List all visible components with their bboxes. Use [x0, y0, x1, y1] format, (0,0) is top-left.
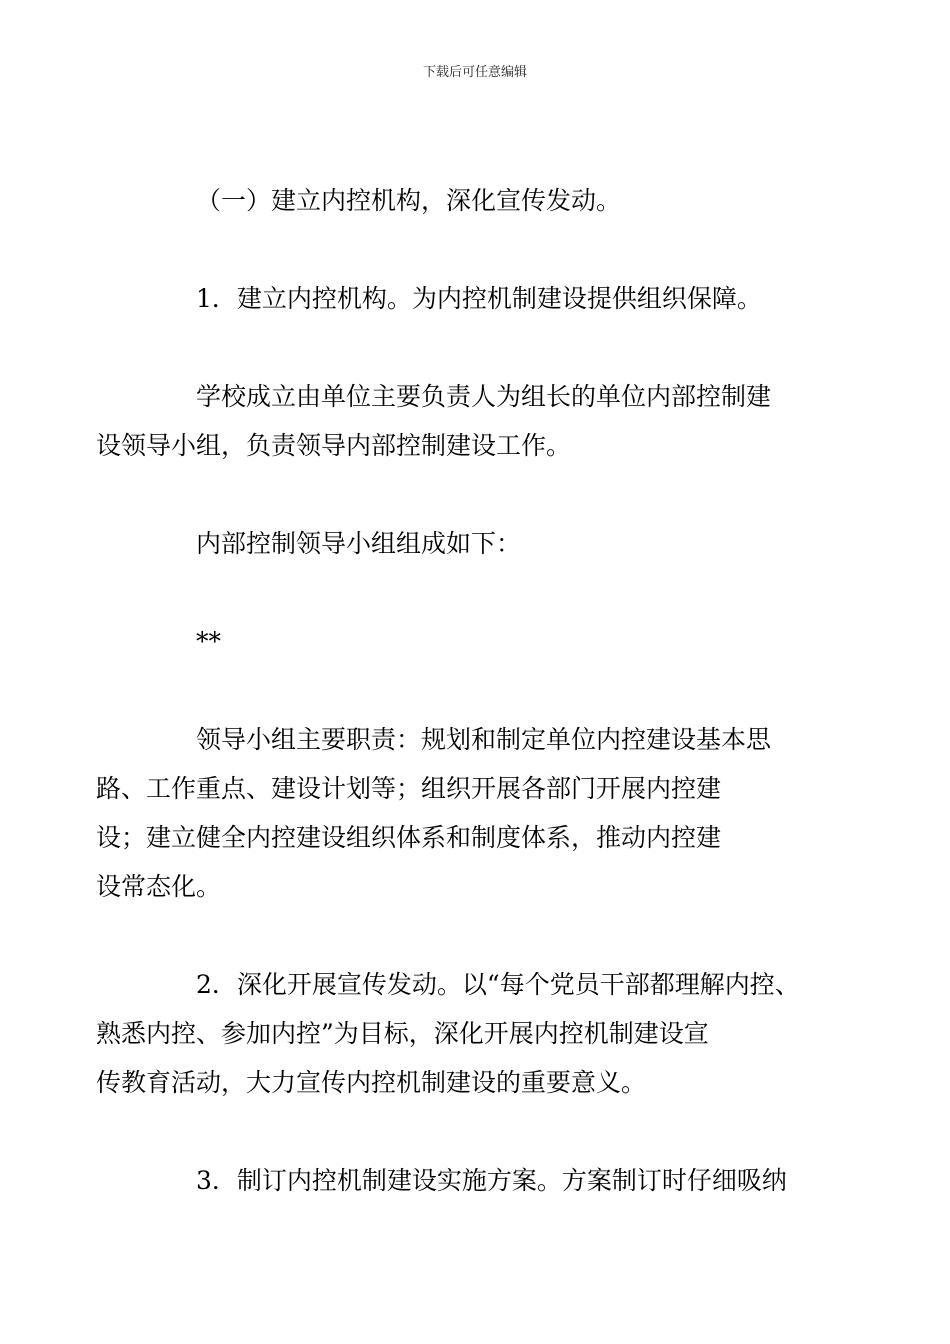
paragraph-members-placeholder	[146, 617, 812, 666]
paragraph-item-2	[96, 960, 812, 1107]
paragraph-line: 路、工作重点、建设计划等；组织开展各部门开展内控建	[96, 774, 722, 803]
paragraph-line: 3．制订内控机制建设实施方案。方案制订时仔细吸纳	[196, 1166, 787, 1195]
paragraph-responsibilities	[96, 715, 812, 911]
paragraph-line: 2．深化开展宣传发动。以“每个党员干部都理解内控、	[196, 970, 800, 999]
paragraph-item-1	[146, 274, 812, 323]
paragraph-line: 设常态化。	[96, 872, 222, 901]
paragraph-line: 学校成立由单位主要负责人为组长的单位内部控制建	[196, 382, 772, 411]
paragraph-line: （一）建立内控机构，深化宣传发动。	[196, 186, 622, 215]
paragraph-line: 1．建立内控机构。为内控机制建设提供组织保障。	[196, 284, 762, 313]
page-header: 下载后可任意编辑	[422, 65, 527, 80]
paragraph-item-3	[146, 1156, 812, 1205]
paragraph-section-heading	[146, 176, 812, 225]
paragraph-line: 传教育活动，大力宣传内控机制建设的重要意义。	[96, 1068, 647, 1097]
paragraph-line: 内部控制领导小组组成如下：	[196, 529, 522, 558]
paragraph-line: 熟悉内控、参加内控”为目标，深化开展内控机制建设宣	[96, 1019, 709, 1048]
paragraph-line: **	[196, 627, 221, 656]
paragraph-line: 领导小组主要职责：规划和制定单位内控建设基本思	[196, 725, 772, 754]
paragraph-line: 设；建立健全内控建设组织体系和制度体系，推动内控建	[96, 823, 722, 852]
document-body	[96, 176, 812, 1205]
paragraph-line: 设领导小组，负责领导内部控制建设工作。	[96, 431, 572, 460]
paragraph-group-composition	[146, 519, 812, 568]
paragraph-leadership-group	[96, 372, 812, 470]
